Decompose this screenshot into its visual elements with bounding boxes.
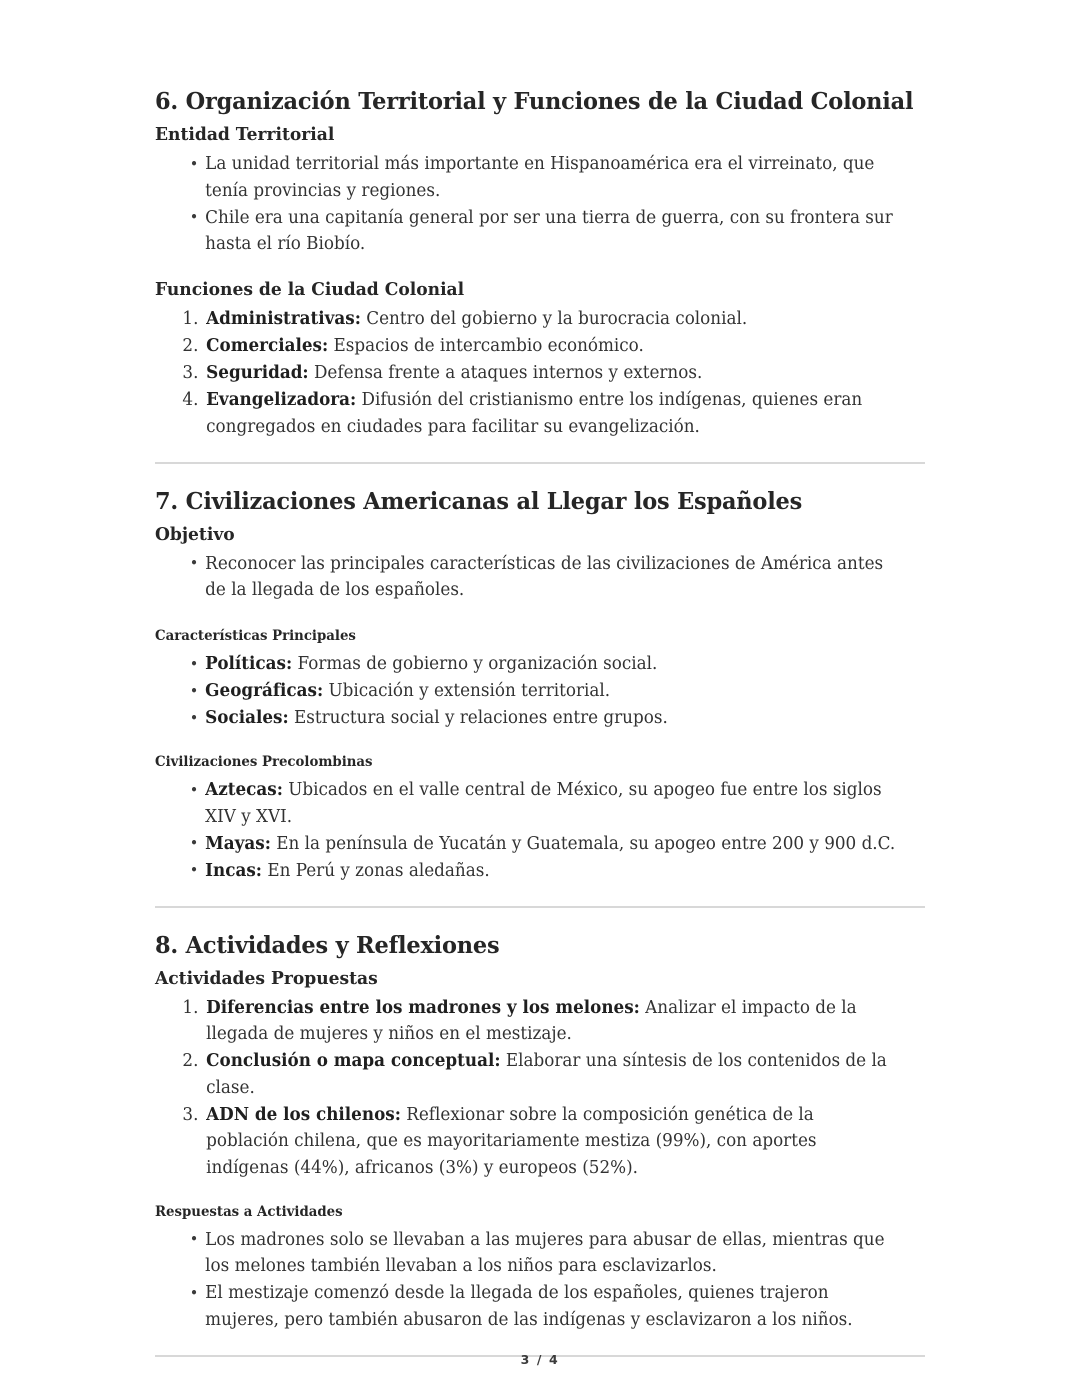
list-item: • El mestizaje comenzó desde la llegada de los españoles, quienes trajeron mujeres, pero también abusaron de las indígenas y esclavizaron a los niños.	[155, 1280, 898, 1333]
section-divider-wrap	[155, 885, 925, 908]
caracteristicas-principales-heading: Características Principales	[155, 628, 356, 644]
page-footer	[0, 1352, 1080, 1367]
spacer	[155, 1182, 925, 1202]
list-item-text: Centro del gobierno y la burocracia colonial.	[360, 309, 748, 329]
list-item	[155, 387, 898, 440]
section-8	[155, 930, 925, 1334]
list-item-text: En Perú y zonas aledañas.	[261, 860, 490, 881]
respuestas-actividades-heading: Respuestas a Actividades	[155, 1203, 343, 1220]
list-item	[155, 777, 898, 830]
list-item	[155, 360, 898, 387]
list-item-text: Difusión del cristianismo entre los indígenas, quienes eran congregados en ciudades para facilitar su evangelización.	[206, 390, 863, 437]
spacer	[155, 604, 925, 626]
list-item-text: Reflexionar sobre la composición genética de la población chilena, que es mayoritariamente mestiza (99%), con aportes indígenas (44%), africanos (3%) y europeos (52%).	[206, 1104, 817, 1178]
section-8-heading: 8. Actividades y Reflexiones	[155, 930, 500, 959]
list-item	[155, 306, 898, 333]
civilizaciones-precolombinas-list	[155, 777, 925, 884]
list-item	[155, 651, 898, 678]
list-item: • Los madrones solo se llevaban a las mujeres para abusar de ellas, mientras que los melones también llevaban a los niños para esclavizarlos.	[155, 1227, 898, 1280]
objetivo-list	[155, 551, 925, 604]
respuestas-actividades-list	[155, 1227, 925, 1334]
entidad-territorial-list	[155, 151, 925, 258]
list-item-lead: Evangelizadora:	[206, 390, 357, 410]
spacer	[155, 908, 925, 930]
list-item-lead: Conclusión o mapa conceptual:	[206, 1051, 501, 1071]
list-item-text: Formas de gobierno y organización social.	[292, 654, 658, 674]
list-item: • La unidad territorial más importante en Hispanoamérica era el virreinato, que tenía provincias y regiones.	[155, 151, 898, 204]
list-item-lead: ADN de los chilenos:	[206, 1104, 401, 1125]
list-item-lead: Sociales:	[205, 708, 289, 728]
spacer	[155, 258, 925, 278]
list-item: • Reconocer las principales características de las civilizaciones de América antes de la llegada de los españoles.	[155, 551, 898, 604]
list-item-text: Estructura social y relaciones entre grupos.	[288, 708, 668, 728]
entidad-territorial-heading: Entidad Territorial	[155, 124, 335, 145]
list-item-text: Ubicación y extensión territorial.	[323, 681, 611, 701]
list-item	[155, 995, 898, 1048]
list-item-text: Defensa frente a ataques internos y externos.	[308, 363, 703, 383]
list-item	[155, 831, 898, 858]
list-item-text: Espacios de intercambio económico.	[328, 336, 644, 356]
page-number: 3 / 4	[520, 1352, 560, 1367]
list-item-text: En la península de Yucatán y Guatemala, su apogeo entre 200 y 900 d.C.	[270, 833, 896, 854]
spacer	[155, 464, 925, 486]
civilizaciones-precolombinas-heading: Civilizaciones Precolombinas	[155, 754, 373, 770]
actividades-propuestas-list	[155, 995, 925, 1182]
actividades-propuestas-heading: Actividades Propuestas	[155, 967, 378, 989]
list-item	[155, 1102, 898, 1182]
list-item	[155, 333, 898, 360]
list-item-lead: Geográficas:	[205, 681, 324, 701]
section-divider-wrap	[155, 441, 925, 464]
funciones-ciudad-colonial-list	[155, 306, 925, 440]
list-item-lead: Mayas:	[205, 833, 271, 854]
objetivo-heading: Objetivo	[155, 523, 235, 545]
caracteristicas-principales-list	[155, 651, 925, 732]
section-7	[155, 486, 925, 885]
list-item-text: Analizar el impacto de la llegada de mujeres y niños en el mestizaje.	[206, 997, 857, 1044]
list-item-text: Elaborar una síntesis de los contenidos de la clase.	[206, 1051, 887, 1098]
list-item-lead: Administrativas:	[206, 309, 361, 329]
list-item-text: Ubicados en el valle central de México, su apogeo fue entre los siglos XIV y XVI.	[205, 780, 882, 827]
list-item-lead: Comerciales:	[206, 336, 329, 356]
list-item	[155, 1048, 898, 1101]
list-item-lead: Incas:	[205, 860, 262, 881]
section-7-heading: 7. Civilizaciones Americanas al Llegar los Españoles	[155, 486, 803, 515]
section-6-heading: 6. Organización Territorial y Funciones de la Ciudad Colonial	[155, 87, 914, 115]
list-item-lead: Diferencias entre los madrones y los melones:	[206, 997, 640, 1018]
list-item-lead: Políticas:	[205, 654, 293, 674]
spacer	[155, 732, 925, 752]
list-item: • Chile era una capitanía general por ser una tierra de guerra, con su frontera sur hasta el río Biobío.	[155, 205, 898, 258]
list-item	[155, 705, 898, 732]
section-6	[155, 86, 925, 440]
list-item	[155, 858, 898, 885]
list-item-lead: Aztecas:	[205, 780, 283, 800]
list-item-lead: Seguridad:	[206, 363, 309, 383]
list-item	[155, 678, 898, 705]
funciones-ciudad-colonial-heading: Funciones de la Ciudad Colonial	[155, 279, 465, 300]
